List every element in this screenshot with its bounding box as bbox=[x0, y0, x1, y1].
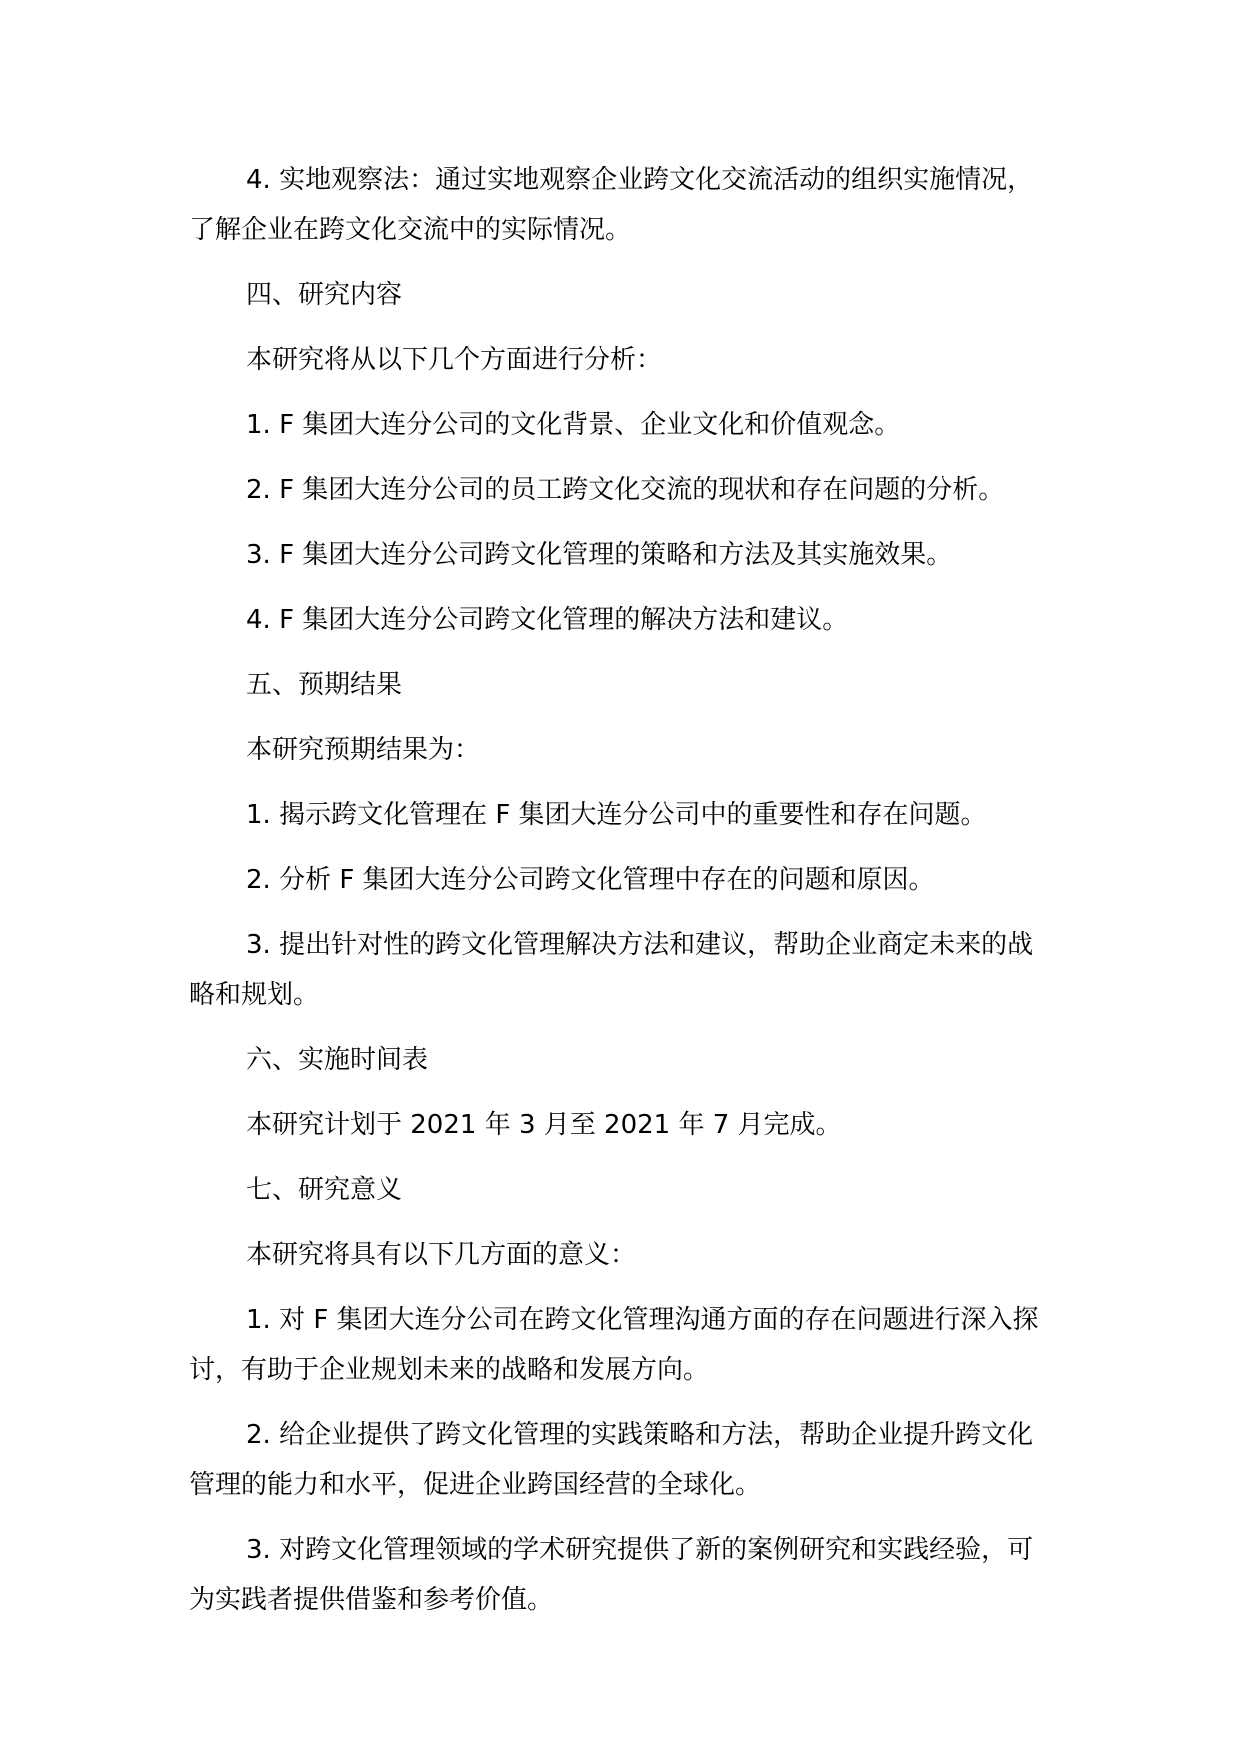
list-item-content-2: 2. F 集团大连分公司的员工跨文化交流的现状和存在问题的分析。 bbox=[246, 475, 1005, 505]
list-item-significance-1: 1. 对 F 集团大连分公司在跨文化管理沟通方面的存在问题进行深入探讨，有助于企业规划未来的战略和发展方向。 bbox=[189, 1305, 1039, 1385]
section-heading-timeline: 六、实施时间表 bbox=[246, 1045, 429, 1075]
section-heading-significance: 七、研究意义 bbox=[246, 1175, 403, 1205]
paragraph-observation-method: 4. 实地观察法：通过实地观察企业跨文化交流活动的组织实施情况，了解企业在跨文化交流中的实际情况。 bbox=[189, 165, 1034, 245]
list-item-significance-2: 2. 给企业提供了跨文化管理的实践策略和方法，帮助企业提升跨文化管理的能力和水平，促进企业跨国经营的全球化。 bbox=[189, 1420, 1034, 1500]
list-item-content-1: 1. F 集团大连分公司的文化背景、企业文化和价值观念。 bbox=[246, 410, 901, 440]
list-item-results-2: 2. 分析 F 集团大连分公司跨文化管理中存在的问题和原因。 bbox=[246, 865, 935, 895]
paragraph-timeline: 本研究计划于 2021 年 3 月至 2021 年 7 月完成。 bbox=[246, 1110, 842, 1140]
section-heading-research-content: 四、研究内容 bbox=[246, 280, 403, 310]
paragraph-intro-analysis: 本研究将从以下几个方面进行分析： bbox=[246, 345, 663, 375]
document-body bbox=[189, 155, 1059, 1640]
paragraph-intro-significance: 本研究将具有以下几方面的意义： bbox=[246, 1240, 637, 1270]
list-item-results-1: 1. 揭示跨文化管理在 F 集团大连分公司中的重要性和存在问题。 bbox=[246, 800, 987, 830]
list-item-content-3: 3. F 集团大连分公司跨文化管理的策略和方法及其实施效果。 bbox=[246, 540, 953, 570]
list-item-significance-3: 3. 对跨文化管理领域的学术研究提供了新的案例研究和实践经验，可为实践者提供借鉴和参考价值。 bbox=[189, 1535, 1034, 1615]
list-item-results-3: 3. 提出针对性的跨文化管理解决方法和建议，帮助企业商定未来的战略和规划。 bbox=[189, 930, 1034, 1010]
paragraph-intro-results: 本研究预期结果为： bbox=[246, 735, 481, 765]
section-heading-expected-results: 五、预期结果 bbox=[246, 670, 403, 700]
list-item-content-4: 4. F 集团大连分公司跨文化管理的解决方法和建议。 bbox=[246, 605, 849, 635]
